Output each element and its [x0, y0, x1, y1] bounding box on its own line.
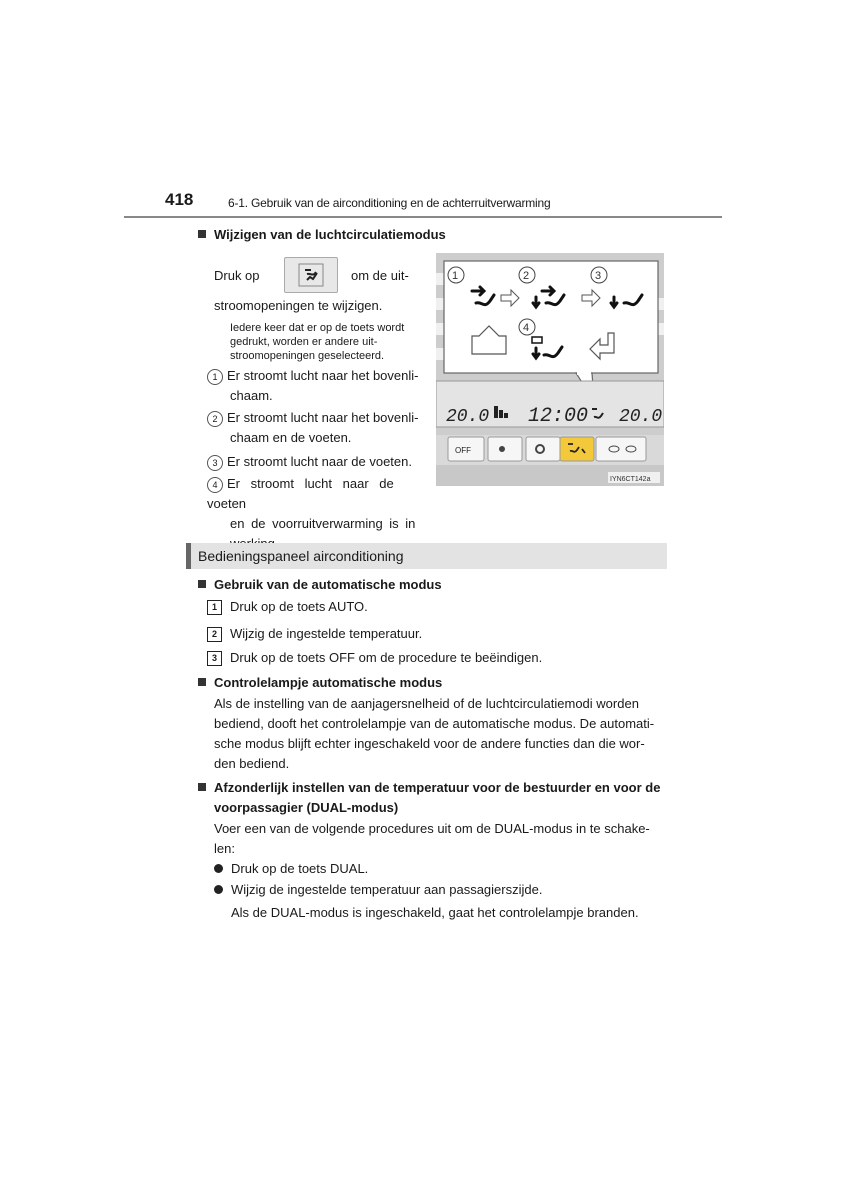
figure-drawing: [436, 253, 664, 486]
dual-intro: [214, 819, 660, 859]
square-bullet-icon: [198, 580, 206, 588]
heading-text: Controlelampje automatische modus: [214, 675, 443, 690]
lamp-paragraph: [214, 694, 660, 774]
display-temp-left: 20.0: [446, 407, 490, 427]
bullet-dot-icon: [214, 864, 223, 873]
item-text: Er stroomt lucht naar de voeten: [207, 476, 394, 511]
page-number: 418: [165, 190, 194, 209]
bullet-item: [214, 880, 542, 900]
bullet-text: Wijzig de ingestelde temperatuur aan passagierszijde.: [231, 882, 543, 897]
figure-label-3: 3: [595, 270, 602, 282]
om-de-uit-text: om de uit-: [351, 268, 409, 283]
bullet-text: Druk op de toets DUAL.: [231, 861, 369, 876]
item-text: Er stroomt lucht naar de voeten.: [227, 454, 412, 469]
heading-text: voorpassagier (DUAL-modus): [214, 800, 399, 815]
number-circle: 3: [207, 455, 223, 471]
heading-text: Wijzigen van de luchtcirculatiemodus: [214, 227, 446, 242]
item-text: chaam en de voeten.: [230, 430, 352, 445]
paragraph-line: sche modus blijft echter ingeschakeld voor de andere functies dan die wor-: [214, 736, 645, 751]
note-line: Iedere keer dat er op de toets wordt: [230, 322, 405, 334]
item-text: Er stroomt lucht naar het bovenli-: [227, 410, 419, 425]
figure-code: IYN6CT142a: [610, 476, 651, 483]
step-item: [207, 624, 422, 644]
figure-label-1: 1: [452, 270, 459, 282]
section-title: Bedieningspaneel airconditioning: [198, 548, 404, 564]
druk-op-text: Druk op: [214, 268, 260, 283]
step-number: 1: [207, 600, 222, 615]
closing-text: Als de DUAL-modus is ingeschakeld, gaat het controlelampje branden.: [231, 905, 639, 920]
step-item: [207, 648, 542, 668]
bullet-item: [214, 859, 368, 879]
auto-mode-heading: [198, 577, 442, 592]
heading-text: Gebruik van de automatische modus: [214, 577, 442, 592]
paragraph-line: den bediend.: [214, 756, 290, 771]
square-bullet-icon: [198, 230, 206, 238]
paragraph-line: Voer een van de volgende procedures uit om de DUAL-modus in te schake-: [214, 821, 650, 836]
step-text: Druk op de toets AUTO.: [230, 599, 368, 614]
section-heading-circulation: [198, 227, 446, 242]
paragraph-line: len:: [214, 841, 235, 856]
list-item: [207, 408, 418, 448]
item-text: Er stroomt lucht naar het bovenli-: [227, 368, 419, 383]
display-clock: 12:00: [528, 405, 589, 428]
note-line: stroomopeningen geselecteerd.: [230, 350, 385, 362]
heading-text: Afzonderlijk instellen van de temperatuur voor de bestuurder en voor de: [214, 780, 661, 795]
off-button-label: OFF: [455, 446, 471, 455]
step-text: Wijzig de ingestelde temperatuur.: [230, 626, 423, 641]
bullet-dot-icon: [214, 885, 223, 894]
item-text: chaam.: [230, 388, 273, 403]
step-text: Druk op de toets OFF om de procedure te beëindigen.: [230, 650, 543, 665]
list-item: [207, 452, 412, 472]
list-item: [207, 474, 427, 554]
figure-label-2: 2: [523, 270, 530, 282]
step-number: 2: [207, 627, 222, 642]
figure-label-4: 4: [523, 322, 530, 334]
stroomopeningen-text: stroomopeningen te wijzigen.: [214, 298, 383, 313]
display-temp-right: 20.0: [619, 407, 663, 427]
lamp-heading: [198, 675, 442, 690]
paragraph-line: bediend, dooft het controlelampje van de automatische modus. De automati-: [214, 716, 655, 731]
vent-mode-button-image: [284, 257, 338, 293]
note-text: [230, 321, 426, 363]
number-circle: 1: [207, 369, 223, 385]
header-rule: [124, 216, 722, 218]
number-circle: 2: [207, 411, 223, 427]
step-number: 3: [207, 651, 222, 666]
vent-mode-icon: [285, 258, 337, 292]
square-bullet-icon: [198, 783, 206, 791]
note-line: gedrukt, worden er andere uit-: [230, 336, 378, 348]
square-bullet-icon: [198, 678, 206, 686]
item-text: en de voorruitverwarming is in: [230, 516, 416, 531]
step-item: [207, 597, 368, 617]
number-circle: 4: [207, 477, 223, 493]
list-item: [207, 366, 418, 406]
dual-heading: [198, 778, 660, 818]
paragraph-line: Als de instelling van de aanjagersnelheid of de luchtcirculatiemodi worden: [214, 696, 639, 711]
climate-panel-figure: [436, 253, 664, 486]
section-title-bar: [186, 543, 667, 569]
chapter-title: 6-1. Gebruik van de airconditioning en de achterruitverwarming: [228, 196, 551, 210]
